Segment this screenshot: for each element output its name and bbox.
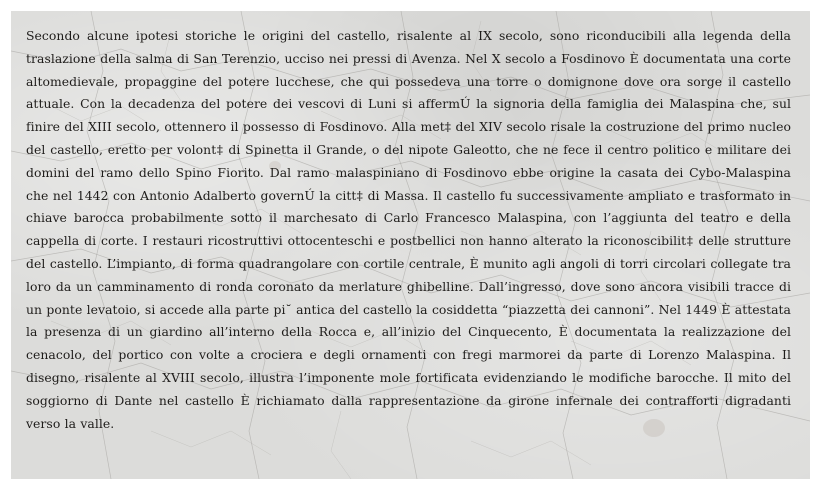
informational-plaque xyxy=(11,11,810,479)
plaque-text: Secondo alcune ipotesi storiche le origini del castello, risalente al IX secolo, sono riconducibili alla legenda della traslazione della salma di San Terenzio, ucciso nei pressi di Avenza. Nel X secolo a Fosdinovo È documentata una corte altomedievale, propaggine del potere lucchese, che qui possedeva una torre o domignone dove ora sorge il castello attuale. Con la decadenza del potere dei vescovi di Luni si affermÚ la signoria della famiglia dei Malaspina che, sul finire del XIII secolo, ottennero il possesso di Fosdinovo. Alla met‡ del XIV secolo risale la costruzione del primo nucleo del castello, eretto per volont‡ di Spinetta il Grande, o del nipote Galeotto, che ne fece il centro politico e militare dei domini del ramo dello Spino Fiorito. Dal ramo malaspiniano di Fosdinovo ebbe origine la casata dei Cybo-Malaspina che nel 1442 con Antonio Adalberto governÚ la citt‡ di Massa. Il castello fu successivamente ampliato e trasformato in chiave barocca probabilmente sotto il marchesato di Carlo Francesco Malaspina, con l’aggiunta del teatro e della cappella di corte. I restauri ricostruttivi ottocenteschi e postbellici non hanno alterato la riconoscibilit‡ delle strutture del castello. L’impianto, di forma quadrangolare con cortile centrale, È munito agli angoli di torri circolari collegate tra loro da un camminamento di ronda coronato da merlature ghibelline. Dall’ingresso, dove sono ancora visibili tracce di un ponte levatoio, si accede alla parte pi˘ antica del castello la cosiddetta “piazzetta dei cannoni”. Nel 1449 È attestata la presenza di un giardino all’interno della Rocca e, all’inizio del Cinquecento, È documentata la realizzazione del cenacolo, del portico con volte a crociera e degli ornamenti con fregi marmorei da parte di Lorenzo Malaspina. Il disegno, risalente al XVIII secolo, illustra l’imponente mole fortificata evidenziando le modifiche barocche. Il mito del soggiorno di Dante nel castello È richiamato dalla rappresentazione da girone infernale dei contrafforti digradanti verso la valle. xyxy=(26,28,791,431)
